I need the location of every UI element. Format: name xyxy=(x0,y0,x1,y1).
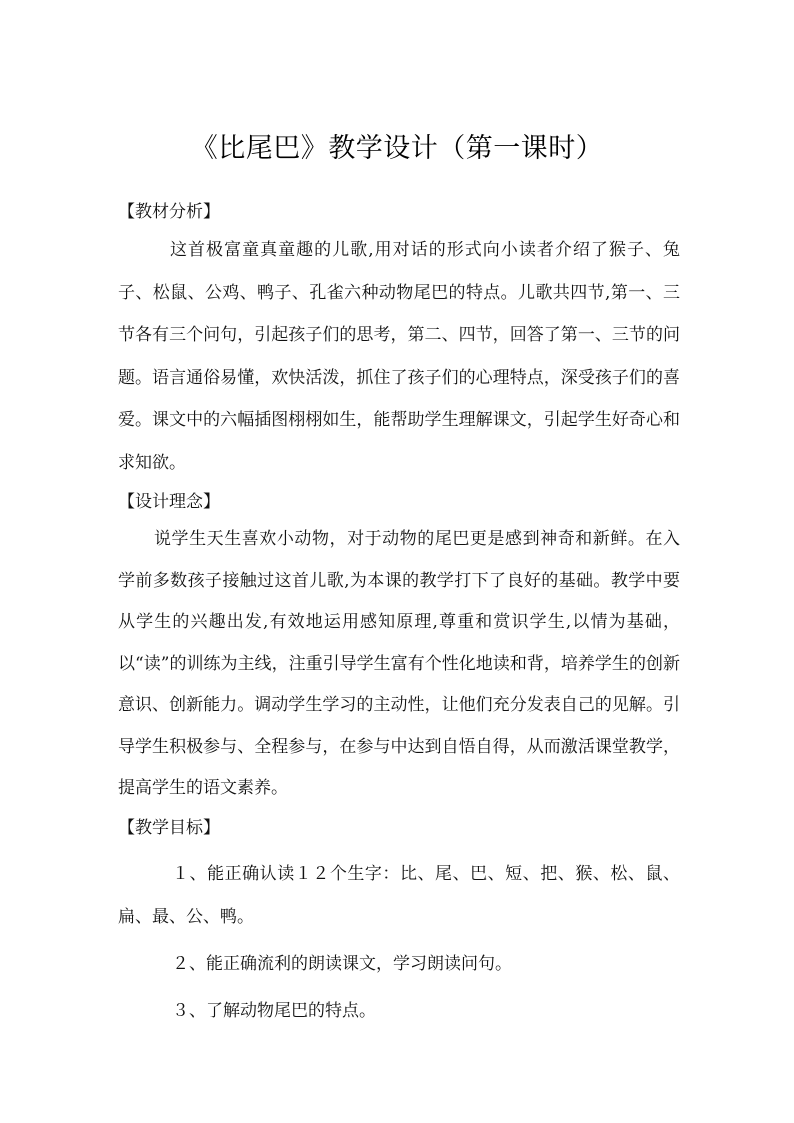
page-title: 《比尾巴》教学设计（第一课时） xyxy=(190,133,604,164)
section-heading-design-concept: 【设计理念】 xyxy=(118,492,220,512)
section-heading-teaching-goals: 【教学目标】 xyxy=(118,817,220,838)
section-heading-material-analysis: 【教材分析】 xyxy=(118,202,220,222)
document-body xyxy=(118,196,680,1033)
teaching-goal-item: １、能正确认读１２个生字：比、尾、巴、短、把、猴、松、鼠、扁、最、公、鸭。 xyxy=(118,863,680,927)
paragraph-material-analysis: 这首极富童真童趣的儿歌,用对话的形式向小读者介绍了猴子、兔子、松鼠、公鸡、鸭子、孔雀六种动物尾巴的特点。儿歌共四节,第一、三节各有三个问句，引起孩子们的思考，第二、四节，回答了第一、三节的问题。语言通俗易懂，欢快活泼，抓住了孩子们的心理特点，深受孩子们的喜爱。课文中的六幅插图栩栩如生，能帮助学生理解课文，引起学生好奇心和求知欲。 xyxy=(118,240,680,473)
teaching-goal-item: ３、了解动物尾巴的特点。 xyxy=(172,1000,376,1021)
paragraph-design-concept: 说学生天生喜欢小动物，对于动物的尾巴更是感到神奇和新鲜。在入学前多数孩子接触过这首儿歌,为本课的教学打下了良好的基础。教学中要从学生的兴趣出发,有效地运用感知原理,尊重和赏识学生,以情为基础，以“读”的训练为主线，注重引导学生富有个性化地读和背，培养学生的创新意识、创新能力。调动学生学习的主动性，让他们充分发表自己的见解。引导学生积极参与、全程参与，在参与中达到自悟自得，从而激活课堂教学，提高学生的语文素养。 xyxy=(118,529,680,798)
teaching-goal-item: ２、能正确流利的朗读课文，学习朗读问句。 xyxy=(172,953,512,974)
